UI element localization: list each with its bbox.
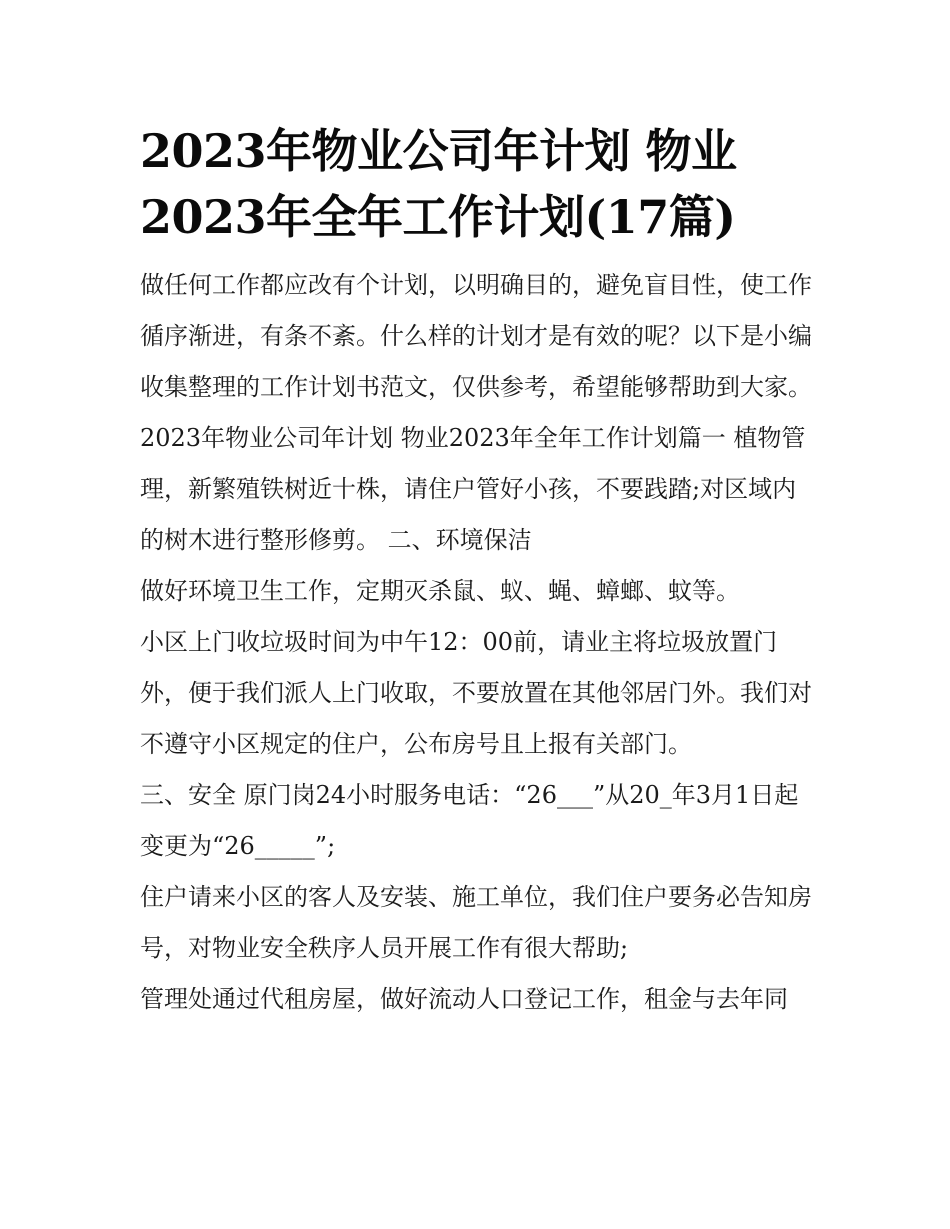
paragraph-security: 三、安全 原门岗24小时服务电话：“26___”从20_年3月1日起变更为“26_____”; <box>140 781 799 860</box>
paragraph-sanitation: 做好环境卫生工作，定期灭杀鼠、蚁、蝇、蟑螂、蚊等。 <box>140 577 740 605</box>
document-body <box>140 118 812 1025</box>
paragraph-rental: 管理处通过代租房屋，做好流动人口登记工作，租金与去年同 <box>140 985 788 1013</box>
paragraph-visitors: 住户请来小区的客人及安装、施工单位，我们住户要务必告知房号，对物业安全秩序人员开展工作有很大帮助; <box>140 883 812 962</box>
paragraph-intro: 做任何工作都应改有个计划，以明确目的，避免盲目性，使工作循序渐进，有条不紊。什么样的计划才是有效的呢？以下是小编收集整理的工作计划书范文，仅供参考，希望能够帮助到大家。 <box>140 271 812 401</box>
paragraph-garbage: 小区上门收垃圾时间为中午12：00前，请业主将垃圾放置门外，便于我们派人上门收取，不要放置在其他邻居门外。我们对不遵守小区规定的住户，公布房号且上报有关部门。 <box>140 628 812 758</box>
document-title: 2023年物业公司年计划 物业2023年全年工作计划(17篇) <box>140 124 737 244</box>
paragraph-plants: 2023年物业公司年计划 物业2023年全年工作计划篇一 植物管理，新繁殖铁树近十株，请住户管好小孩，不要践踏;对区域内的树木进行整形修剪。 二、环境保洁 <box>140 424 806 554</box>
